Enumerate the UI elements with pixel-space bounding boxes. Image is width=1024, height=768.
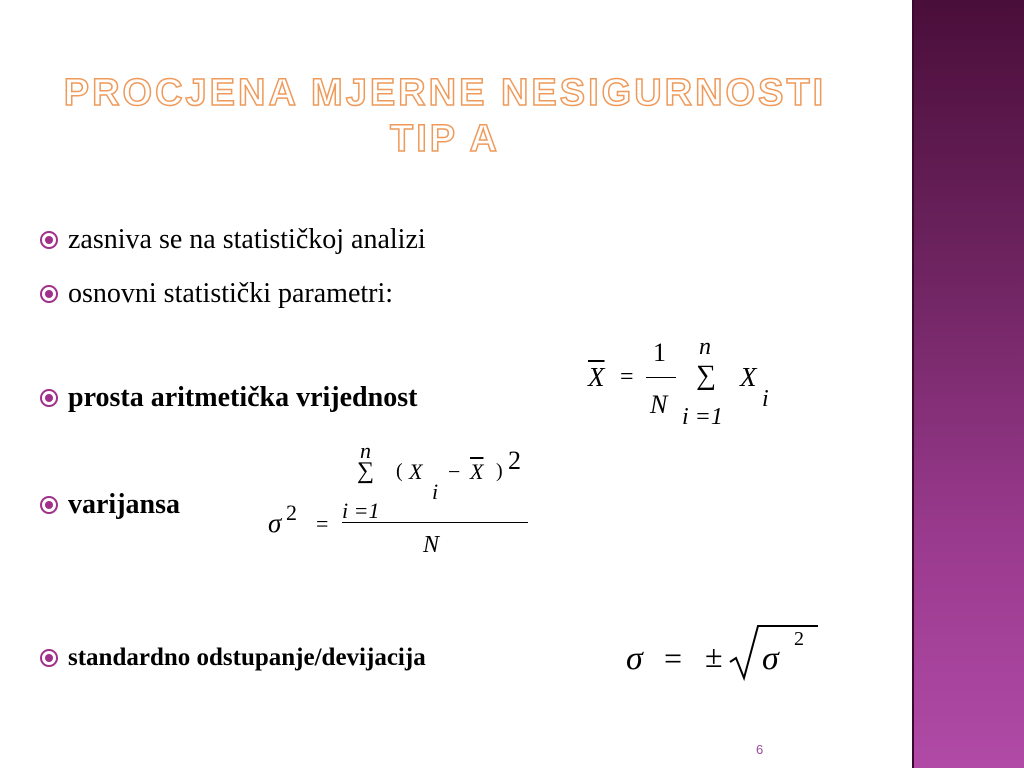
mean-equals: =: [620, 364, 634, 390]
variance-close-paren: ): [496, 460, 503, 482]
decorative-sidebar: [912, 0, 1024, 768]
bullet-text: zasniva se na statističkoj analizi: [68, 224, 426, 255]
mean-sum-lower: i =1: [682, 404, 723, 430]
mean-sum-upper: n: [699, 334, 711, 360]
bullet-item: [38, 382, 417, 414]
page-number: 6: [756, 742, 764, 757]
bullet-text: osnovni statistički parametri:: [68, 278, 394, 309]
stddev-plus-minus: ±: [705, 638, 723, 674]
mean-fraction-bar: [646, 377, 676, 378]
stddev-lhs: σ: [626, 640, 643, 677]
bullet-item: [38, 278, 393, 310]
stddev-equals: =: [664, 640, 683, 676]
bullet-item: [38, 224, 426, 256]
variance-fraction-bar: [342, 522, 528, 523]
variance-x2: $\overline{X}$: [470, 459, 484, 484]
bullet-text: prosta aritmetička vrijednost: [68, 382, 418, 413]
variance-equals: =: [316, 511, 329, 536]
variance-subscript: i: [432, 479, 439, 504]
variance-lhs-exponent: 2: [286, 500, 297, 525]
radio-bullet-icon: [38, 494, 60, 516]
mean-lhs: $\overline{X}$: [588, 362, 605, 392]
radio-bullet-icon: [38, 229, 60, 251]
variance-sum-symbol: ∑: [357, 458, 375, 484]
bullet-item: [38, 489, 180, 521]
bullet-text: standardno odstupanje/devijacija: [68, 644, 426, 671]
mean-subscript: i: [762, 386, 769, 412]
bullet-text: varijansa: [68, 489, 180, 520]
mean-denominator: N: [650, 390, 668, 419]
variance-open-paren: (: [396, 460, 403, 482]
variance-denominator: N: [423, 532, 440, 558]
radio-bullet-icon: [38, 283, 60, 305]
slide-title: [40, 70, 850, 162]
mean-numerator: 1: [653, 338, 666, 367]
variance-lhs: σ: [268, 508, 282, 538]
variance-sum-lower: i =1: [342, 498, 380, 523]
stddev-radicand: σ: [762, 640, 779, 677]
mean-sum-symbol: ∑: [696, 360, 716, 391]
mean-term: X: [740, 362, 757, 392]
variance-minus: −: [448, 459, 461, 484]
stddev-exponent: 2: [794, 628, 804, 650]
radio-bullet-icon: [38, 387, 60, 409]
radio-bullet-icon: [38, 647, 60, 669]
slide-title-line2: TIP A: [389, 118, 501, 160]
variance-x1: X: [409, 459, 423, 484]
variance-sum-upper: n: [360, 438, 371, 463]
variance-square: 2: [508, 446, 521, 475]
bullet-item: [38, 644, 426, 672]
slide-title-line1: PROCJENA MJERNE NESIGURNOSTI: [63, 72, 827, 114]
